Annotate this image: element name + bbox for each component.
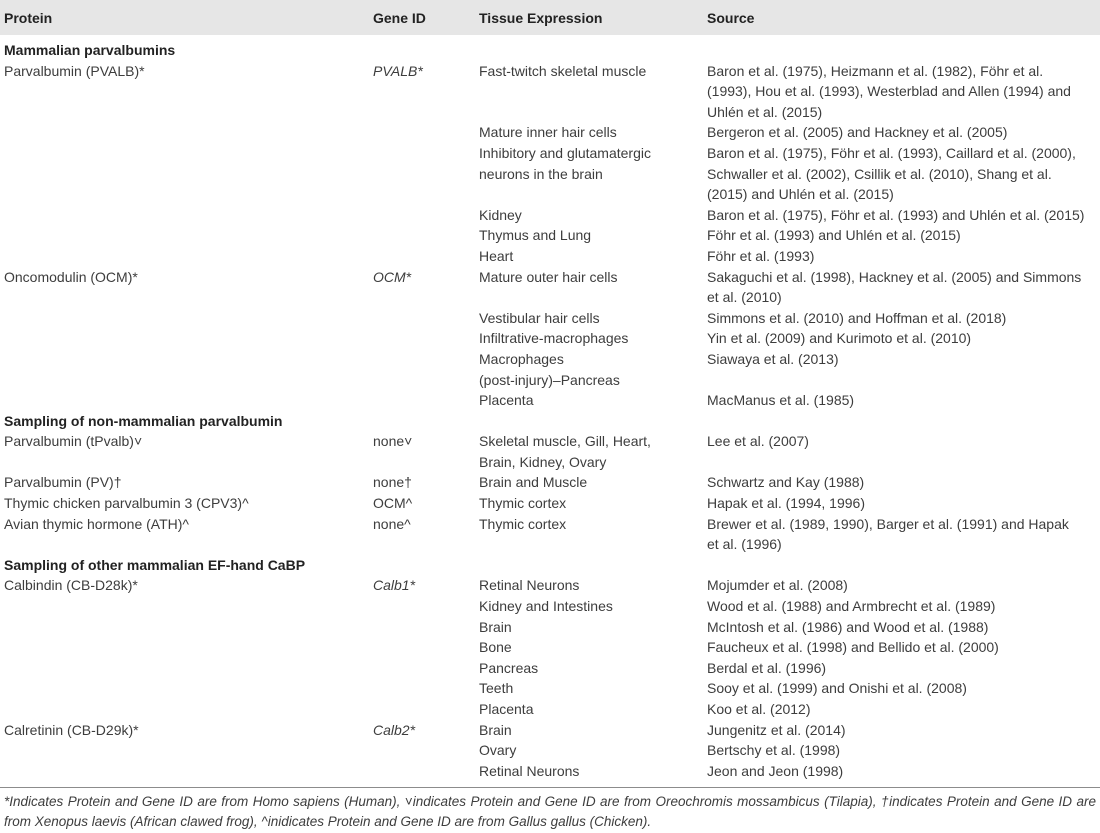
table-row <box>0 246 1100 267</box>
tissue-expression-cell: Infiltrative-macrophages <box>479 330 629 347</box>
source-cell: Baron et al. (1975), Föhr et al. (1993) and Uhlén et al. (2015) <box>707 206 1085 223</box>
tissue-expression-cell: Placenta <box>479 701 534 717</box>
source-cell: Baron et al. (1975), Heizmann et al. (1982), Föhr et al. (1993), Hou et al. (1993), Westerblad and Allen (1994) and Uhlén et al. (2015) <box>707 62 1071 120</box>
table-row <box>0 328 1100 349</box>
table-row <box>0 658 1100 679</box>
tissue-expression-cell: Mature inner hair cells <box>479 124 617 141</box>
table-section <box>0 555 1100 782</box>
source-cell: Brewer et al. (1989, 1990), Barger et al. (1991) and Hapak et al. (1996) <box>707 515 1069 553</box>
gene-id-cell <box>373 308 479 329</box>
protein-cell <box>0 761 373 782</box>
source-cell: Berdal et al. (1996) <box>707 659 827 676</box>
tissue-expression-cell: Placenta <box>479 392 534 409</box>
column-header-gene-id: Gene ID <box>373 9 426 26</box>
protein-cell <box>0 617 373 638</box>
source-cell: Hapak et al. (1994, 1996) <box>707 495 865 512</box>
protein-cell <box>0 308 373 329</box>
table-body <box>0 35 1100 781</box>
gene-id-cell: Calb1* <box>373 577 416 594</box>
tissue-expression-cell: Ovary <box>479 742 517 759</box>
tissue-expression-cell: Skeletal muscle, Gill, Heart, Brain, Kidney, Ovary <box>479 433 651 470</box>
table-row <box>0 740 1100 761</box>
source-cell: Bertschy et al. (1998) <box>707 742 841 759</box>
protein-cell: Calbindin (CB-D28k)* <box>4 577 138 594</box>
tissue-expression-cell: Teeth <box>479 680 514 697</box>
protein-cell <box>0 225 373 246</box>
source-cell: Sooy et al. (1999) and Onishi et al. (2008) <box>707 680 967 697</box>
tissue-expression-cell: Brain <box>479 618 512 635</box>
table-row <box>0 678 1100 699</box>
protein-cell <box>0 699 373 720</box>
protein-cell <box>0 143 373 205</box>
table-row <box>0 308 1100 329</box>
source-cell: Föhr et al. (1993) and Uhlén et al. (2015) <box>707 227 961 244</box>
source-cell: MacManus et al. (1985) <box>707 392 855 409</box>
section-title: Sampling of non-mammalian parvalbumin <box>4 412 283 429</box>
tissue-expression-cell: Brain <box>479 721 512 738</box>
gene-id-cell <box>373 390 479 411</box>
gene-id-cell <box>373 328 479 349</box>
table-row <box>0 637 1100 658</box>
table-header <box>0 0 1100 35</box>
table-row <box>0 472 1100 493</box>
table-section <box>0 411 1100 555</box>
tissue-expression-cell: Retinal Neurons <box>479 577 580 594</box>
source-cell: Wood et al. (1988) and Armbrecht et al. (1989) <box>707 598 996 615</box>
source-cell: Koo et al. (2012) <box>707 701 811 717</box>
protein-cell <box>0 678 373 699</box>
protein-cell <box>0 349 373 390</box>
protein-cell: Parvalbumin (PV)† <box>4 474 122 491</box>
protein-cell <box>0 390 373 411</box>
tissue-expression-cell: Thymic cortex <box>479 515 567 532</box>
gene-id-cell <box>373 246 479 267</box>
protein-cell: Calretinin (CB-D29k)* <box>4 721 139 738</box>
table-row <box>0 143 1100 205</box>
gene-id-cell <box>373 617 479 638</box>
gene-id-cell <box>373 637 479 658</box>
source-cell: Bergeron et al. (2005) and Hackney et al. (2005) <box>707 124 1008 141</box>
gene-id-cell <box>373 740 479 761</box>
gene-id-cell: Calb2* <box>373 721 416 738</box>
tissue-expression-cell: Bone <box>479 639 512 656</box>
protein-cell <box>0 122 373 143</box>
protein-cell <box>0 658 373 679</box>
table-row <box>0 390 1100 411</box>
column-header-source: Source <box>707 9 755 26</box>
tissue-expression-cell: Thymic cortex <box>479 495 567 512</box>
gene-id-cell: none† <box>373 474 412 491</box>
column-header-tissue-expression: Tissue Expression <box>479 9 603 26</box>
table-row <box>0 761 1100 782</box>
protein-cell <box>0 246 373 267</box>
source-cell: McIntosh et al. (1986) and Wood et al. (1988) <box>707 618 989 635</box>
source-cell: Jeon and Jeon (1998) <box>707 762 844 779</box>
table-section <box>0 40 1100 411</box>
table-row <box>0 575 1100 596</box>
table-row <box>0 617 1100 638</box>
tissue-expression-cell: Retinal Neurons <box>479 762 580 779</box>
protein-cell <box>0 637 373 658</box>
table-row <box>0 596 1100 617</box>
table-row <box>0 205 1100 226</box>
column-header-protein: Protein <box>4 9 53 26</box>
section-title: Sampling of other mammalian EF-hand CaBP <box>4 556 306 573</box>
gene-id-cell: OCM^ <box>373 495 413 512</box>
gene-id-cell: PVALB* <box>373 62 423 79</box>
protein-cell: Parvalbumin (tPvalb)˅ <box>4 433 143 450</box>
source-cell: Mojumder et al. (2008) <box>707 577 848 594</box>
source-cell: Sakaguchi et al. (1998), Hackney et al. (2005) and Simmons et al. (2010) <box>707 268 1082 306</box>
table-row <box>0 699 1100 720</box>
gene-id-cell <box>373 349 479 390</box>
source-cell: Yin et al. (2009) and Kurimoto et al. (2010) <box>707 330 972 347</box>
gene-id-cell: none^ <box>373 515 411 532</box>
protein-cell <box>0 740 373 761</box>
table-row <box>0 349 1100 390</box>
source-cell: Simmons et al. (2010) and Hoffman et al. (2018) <box>707 309 1007 326</box>
section-title: Mammalian parvalbumins <box>4 42 176 58</box>
tissue-expression-cell: Brain and Muscle <box>479 474 588 491</box>
table-row <box>0 225 1100 246</box>
gene-id-cell <box>373 596 479 617</box>
tissue-expression-cell: Vestibular hair cells <box>479 309 600 326</box>
source-cell: Faucheux et al. (1998) and Bellido et al. (2000) <box>707 639 999 656</box>
table-row <box>0 267 1100 308</box>
source-cell: Jungenitz et al. (2014) <box>707 721 846 738</box>
protein-cell <box>0 596 373 617</box>
gene-id-cell <box>373 122 479 143</box>
protein-cell: Oncomodulin (OCM)* <box>4 268 138 285</box>
gene-id-cell <box>373 205 479 226</box>
tissue-expression-cell: Kidney and Intestines <box>479 598 613 615</box>
source-cell: Baron et al. (1975), Föhr et al. (1993), Caillard et al. (2000), Schwaller et al. (2002), Csillik et al. (2010), Shang et al. (2015) and Uhlén et al. (2015) <box>707 144 1076 203</box>
tissue-expression-cell: Thymus and Lung <box>479 227 592 244</box>
table-row <box>0 720 1100 741</box>
tissue-expression-cell: Macrophages (post-injury)–Pancreas <box>479 350 620 388</box>
protein-cell: Parvalbumin (PVALB)* <box>4 62 145 79</box>
source-cell: Schwartz and Kay (1988) <box>707 474 865 491</box>
tissue-expression-cell: Mature outer hair cells <box>479 268 618 285</box>
source-cell: Föhr et al. (1993) <box>707 247 815 264</box>
tissue-expression-cell: Fast-twitch skeletal muscle <box>479 62 647 79</box>
gene-id-cell <box>373 225 479 246</box>
tissue-expression-cell: Kidney <box>479 206 522 223</box>
tissue-expression-cell: Inhibitory and glutamatergic neurons in the brain <box>479 144 651 182</box>
table-footnote: *Indicates Protein and Gene ID are from Homo sapiens (Human), ˅indicates Protein and Gene ID are from Oreochromis mossambicus (Tilapia), †indicates Protein and Gene ID are from Xenopus laevis (African clawed frog), ^inidicates Protein and Gene ID are from Gallus gallus (Chicken). <box>0 787 1100 831</box>
table-row <box>0 61 1100 123</box>
table-row <box>0 493 1100 514</box>
gene-id-cell <box>373 678 479 699</box>
protein-cell <box>0 205 373 226</box>
protein-cell: Avian thymic hormone (ATH)^ <box>4 515 189 532</box>
protein-cell: Thymic chicken parvalbumin 3 (CPV3)^ <box>4 495 249 512</box>
tissue-expression-cell: Heart <box>479 247 514 264</box>
table-row <box>0 514 1100 555</box>
source-cell: Lee et al. (2007) <box>707 433 809 450</box>
gene-id-cell <box>373 143 479 205</box>
gene-id-cell <box>373 699 479 720</box>
gene-id-cell: none˅ <box>373 433 413 450</box>
source-cell: Siawaya et al. (2013) <box>707 350 839 367</box>
gene-id-cell <box>373 658 479 679</box>
table-row <box>0 431 1100 472</box>
gene-id-cell <box>373 761 479 782</box>
gene-id-cell: OCM* <box>373 268 412 285</box>
tissue-expression-cell: Pancreas <box>479 659 539 676</box>
protein-cell <box>0 328 373 349</box>
table-row <box>0 122 1100 143</box>
